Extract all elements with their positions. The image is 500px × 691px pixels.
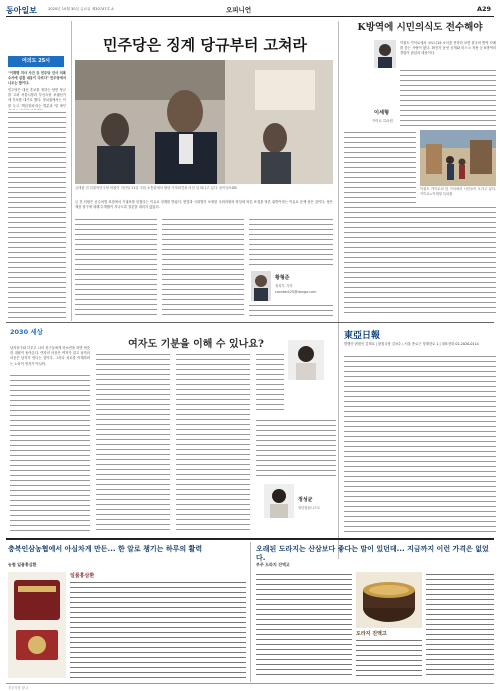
left-ad-headline: 충북인삼농협에서 아심차게 만든... 한 알로 챙기는 하루의 활력 xyxy=(8,545,203,553)
society-col5 xyxy=(256,418,336,478)
right-ad-product-name: 도라지 진액고 xyxy=(356,631,387,637)
columnist-role: 청년칼럼니스트 xyxy=(298,506,321,510)
right-ad-body-left xyxy=(256,572,352,678)
ads-top-rule xyxy=(6,538,494,540)
right-ad-product-image xyxy=(356,572,422,628)
column-body-text xyxy=(8,110,66,318)
main-body-col3 xyxy=(249,217,333,269)
masthead-paper-name: 동아일보 xyxy=(6,6,37,15)
reporter-dept: 정치부 기자 xyxy=(275,284,293,288)
main-body-col3-end xyxy=(249,303,333,317)
column-badge: 여의도 25시 xyxy=(8,56,64,67)
author-role: 카이로 특파원 xyxy=(372,119,393,123)
right-body-col1 xyxy=(400,68,496,126)
column-lead: "이재명 지사 사건 등 민주당 인사 의혹 수사에 검찰 대응이 다르다" 민주당에서 나오는 말이다. xyxy=(8,71,66,86)
right-column-divider xyxy=(338,21,339,559)
reporter-photo xyxy=(251,271,271,301)
main-photo xyxy=(75,60,333,184)
reporter-email: constant25@donga.com xyxy=(275,290,317,294)
society-headline: 여자도 기분을 이해 수 있나요? xyxy=(128,339,264,350)
ads-footer: 건강식품 광고 xyxy=(8,686,29,690)
main-body-col2 xyxy=(162,217,244,317)
right-photo-caption: 이집트 카이로의 한 거리에서 시민들이 오가고 있다. 카이로=이세형 특파원 xyxy=(420,187,496,197)
right-body-col2 xyxy=(344,205,496,317)
page-bottom-rule xyxy=(6,683,494,684)
masthead-section: 오피니언 xyxy=(226,6,252,14)
society-label: 2030 세상 xyxy=(10,328,43,336)
right-body-col0 xyxy=(344,130,416,204)
left-ad-product-image xyxy=(8,572,66,678)
author-photo xyxy=(374,40,396,68)
right-ad-body-right xyxy=(426,572,494,678)
masthead-rule xyxy=(6,16,494,17)
society-col4 xyxy=(256,352,284,414)
columnist-photo-2 xyxy=(264,484,294,518)
main-headline: 민주당은 징계 당규부터 고쳐라 xyxy=(102,36,308,54)
columnist-photo xyxy=(288,340,324,380)
right-photo xyxy=(420,130,496,186)
column-body: 민주당은 대선 후보를 정하는 당헌 당규를 고쳐 서울시장과 부산시장 보궐선거에 후보를 내기로 했다. 정치권에서는 이를 두고 '책임정치'라는 명분과 '말 바꾸 xyxy=(8,88,66,108)
right-ad-headline: 오래된 도라지는 산삼보다 좋다는 말이 있던데... 지금까지 이런 가격은 없었다. xyxy=(256,545,489,562)
column-divider xyxy=(71,21,72,321)
main-photo-caption: 금태섭 전 더불어민주당 의원이 지난달 21일 국회 소통관에서 탈당 기자회견을 마친 뒤 떠나고 있다. 동아일보DB xyxy=(75,186,237,190)
right-ad-body-mid xyxy=(356,638,422,678)
main-body: 금 전 의원은 공수처법 표결에서 기권표를 던졌다는 이유로 징계를 받았다. 헌법과 국회법이 보장한 국회의원의 양심에 따른 표결을 당론 위반이라는 이유로 문제 삼은 것이다. 당은 재심 청구에 대해 수개월이 지나도록 결론을 내리지 않았다. xyxy=(75,200,333,210)
society-body: 남자친구와 다투고 나서 친구들에게 하소연을 하면 비슷한 대답이 돌아온다. 여자의 마음은 여자가 알고 남자의 마음은 남자가 안다는 것이다. 그러나 서로를 이해하려는 노력이 먼저가 아닐까. xyxy=(10,346,90,366)
right-ad-brand: 부주 도라지 진액고 xyxy=(256,562,290,567)
main-body-col1 xyxy=(75,217,157,317)
columnist-name: 정성균 xyxy=(298,497,313,503)
ads-divider xyxy=(250,542,251,682)
masthead-date-line: 2020년 10월 30일 금요일 제30747호 A xyxy=(48,7,114,11)
left-ad-product-name: 일품홍삼환 xyxy=(70,573,95,579)
right-body: 이집트 카이로에서 코로나19 소식을 전하다 보면 한국의 방역 사례를 묻는 사람이 많다. 확진자 동선 공개와 마스크 착용 등 K방역의 경험이 관심의 대상이다. xyxy=(400,41,496,56)
left-ad-body xyxy=(70,580,246,678)
reporter-name: 황형준 xyxy=(275,275,290,281)
society-col1 xyxy=(10,373,90,533)
society-rule xyxy=(6,322,494,323)
publisher-notes xyxy=(344,354,496,534)
publisher-logo: 東亞日報 xyxy=(344,331,381,341)
society-col3 xyxy=(176,352,250,533)
society-col2 xyxy=(96,352,170,533)
masthead-page-number: A29 xyxy=(477,5,492,13)
right-headline: K방역에 시민의식도 전수해야 xyxy=(357,22,483,33)
left-ad-brand: 농협 일품홍삼환 xyxy=(8,562,37,567)
publisher-info: 발행인·편집인 김재호 | 편집국장 김차수 | 서울 종로구 청계천로 1 | 대표전화 02-2020-0114 xyxy=(344,342,479,346)
author-name: 이세형 xyxy=(374,110,390,116)
